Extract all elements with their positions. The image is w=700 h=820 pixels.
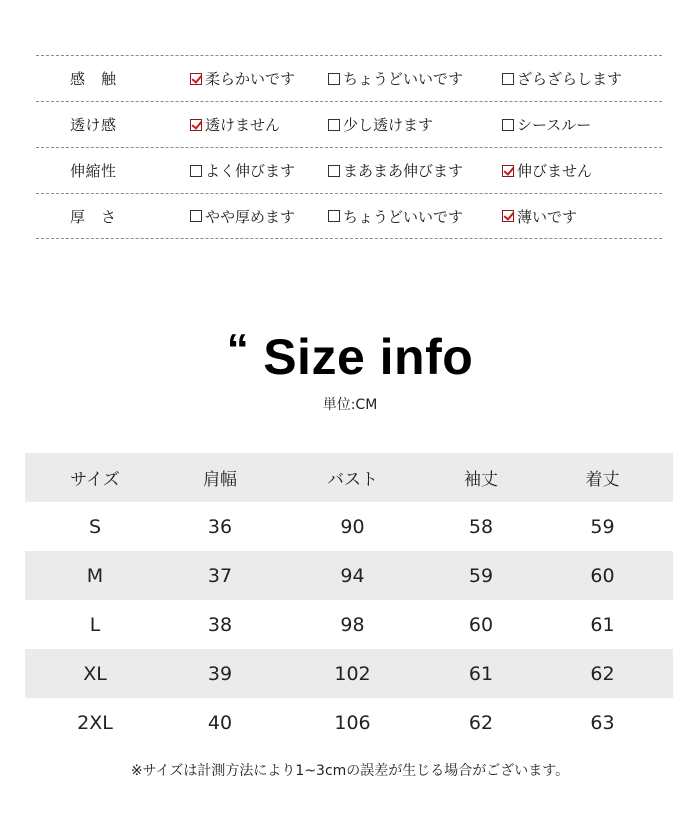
table-cell: 106 (334, 711, 371, 734)
attribute-row-stretch (36, 147, 662, 193)
table-cell: 102 (334, 662, 371, 685)
attribute-label: 厚 さ (70, 207, 117, 226)
table-cell: 40 (207, 711, 233, 734)
table-row (25, 600, 673, 649)
option-slightly-sheer: 少し透けます (328, 114, 502, 135)
unchecked-checkbox-icon (502, 73, 514, 85)
table-cell: 60 (468, 613, 494, 636)
option-rough: ざらざらします (502, 68, 662, 89)
table-row (25, 502, 673, 551)
unchecked-checkbox-icon (502, 119, 514, 131)
unchecked-checkbox-icon (328, 73, 340, 85)
table-cell: 36 (207, 515, 233, 538)
quote-mark-icon: “ (226, 325, 250, 374)
fabric-attributes-table (36, 55, 662, 239)
size-table-header (25, 453, 673, 502)
checked-checkbox-icon (502, 165, 514, 177)
table-row (25, 649, 673, 698)
unchecked-checkbox-icon (190, 210, 202, 222)
option-moderate-stretch: まあまあ伸びます (328, 160, 502, 181)
table-cell: XL (83, 662, 107, 685)
table-cell: 2XL (77, 711, 113, 734)
table-cell: 98 (340, 613, 365, 636)
checked-checkbox-icon (502, 210, 514, 222)
unit-label: 単位:CM (322, 397, 378, 413)
table-cell: 61 (468, 662, 494, 685)
table-cell: 59 (590, 515, 615, 538)
header-cell: 肩幅 (203, 470, 237, 490)
unchecked-checkbox-icon (328, 165, 340, 177)
unchecked-checkbox-icon (328, 210, 340, 222)
size-info-title-text: Size info (263, 329, 474, 385)
table-cell: 90 (340, 515, 365, 538)
table-cell: 39 (207, 662, 233, 685)
header-cell: 袖丈 (464, 470, 498, 490)
option-stretchy: よく伸びます (190, 160, 328, 181)
table-cell: 61 (590, 613, 615, 636)
table-cell: M (86, 564, 104, 587)
header-cell: サイズ (70, 470, 120, 490)
attribute-label: 透け感 (70, 116, 117, 134)
table-cell: L (89, 613, 101, 636)
table-cell: 38 (207, 613, 233, 636)
option-just-right: ちょうどいいです (328, 206, 502, 227)
table-cell: 94 (340, 564, 365, 587)
attribute-row-texture (36, 55, 662, 101)
table-cell: 62 (590, 662, 615, 685)
header-cell: 着丈 (585, 470, 620, 490)
attribute-row-transparency (36, 101, 662, 147)
option-thin: 薄いです (502, 206, 662, 227)
option-see-through: シースルー (502, 114, 662, 135)
option-no-stretch: 伸びません (502, 160, 662, 181)
table-cell: 62 (468, 711, 494, 734)
attribute-label: 伸縮性 (70, 162, 117, 180)
table-cell: 58 (468, 515, 494, 538)
unchecked-checkbox-icon (328, 119, 340, 131)
size-table (25, 453, 673, 747)
option-not-sheer: 透けません (190, 114, 328, 135)
option-soft: 柔らかいです (190, 68, 328, 89)
attribute-label: 感 触 (70, 70, 117, 88)
measurement-note: ※サイズは計測方法により1~3cmの誤差が生じる場合がございます。 (130, 763, 570, 779)
table-cell: 63 (590, 711, 615, 734)
option-slightly-thick: やや厚めます (190, 206, 328, 227)
table-cell: 60 (590, 564, 615, 587)
unchecked-checkbox-icon (190, 165, 202, 177)
attribute-row-thickness (36, 193, 662, 239)
table-cell: 59 (468, 564, 494, 587)
size-info-title (0, 325, 700, 386)
table-cell: 37 (207, 564, 233, 587)
table-cell: S (88, 515, 102, 538)
checked-checkbox-icon (190, 73, 202, 85)
table-row (25, 551, 673, 600)
table-row (25, 698, 673, 747)
header-cell: バスト (327, 470, 378, 490)
checked-checkbox-icon (190, 119, 202, 131)
option-just-right: ちょうどいいです (328, 68, 502, 89)
